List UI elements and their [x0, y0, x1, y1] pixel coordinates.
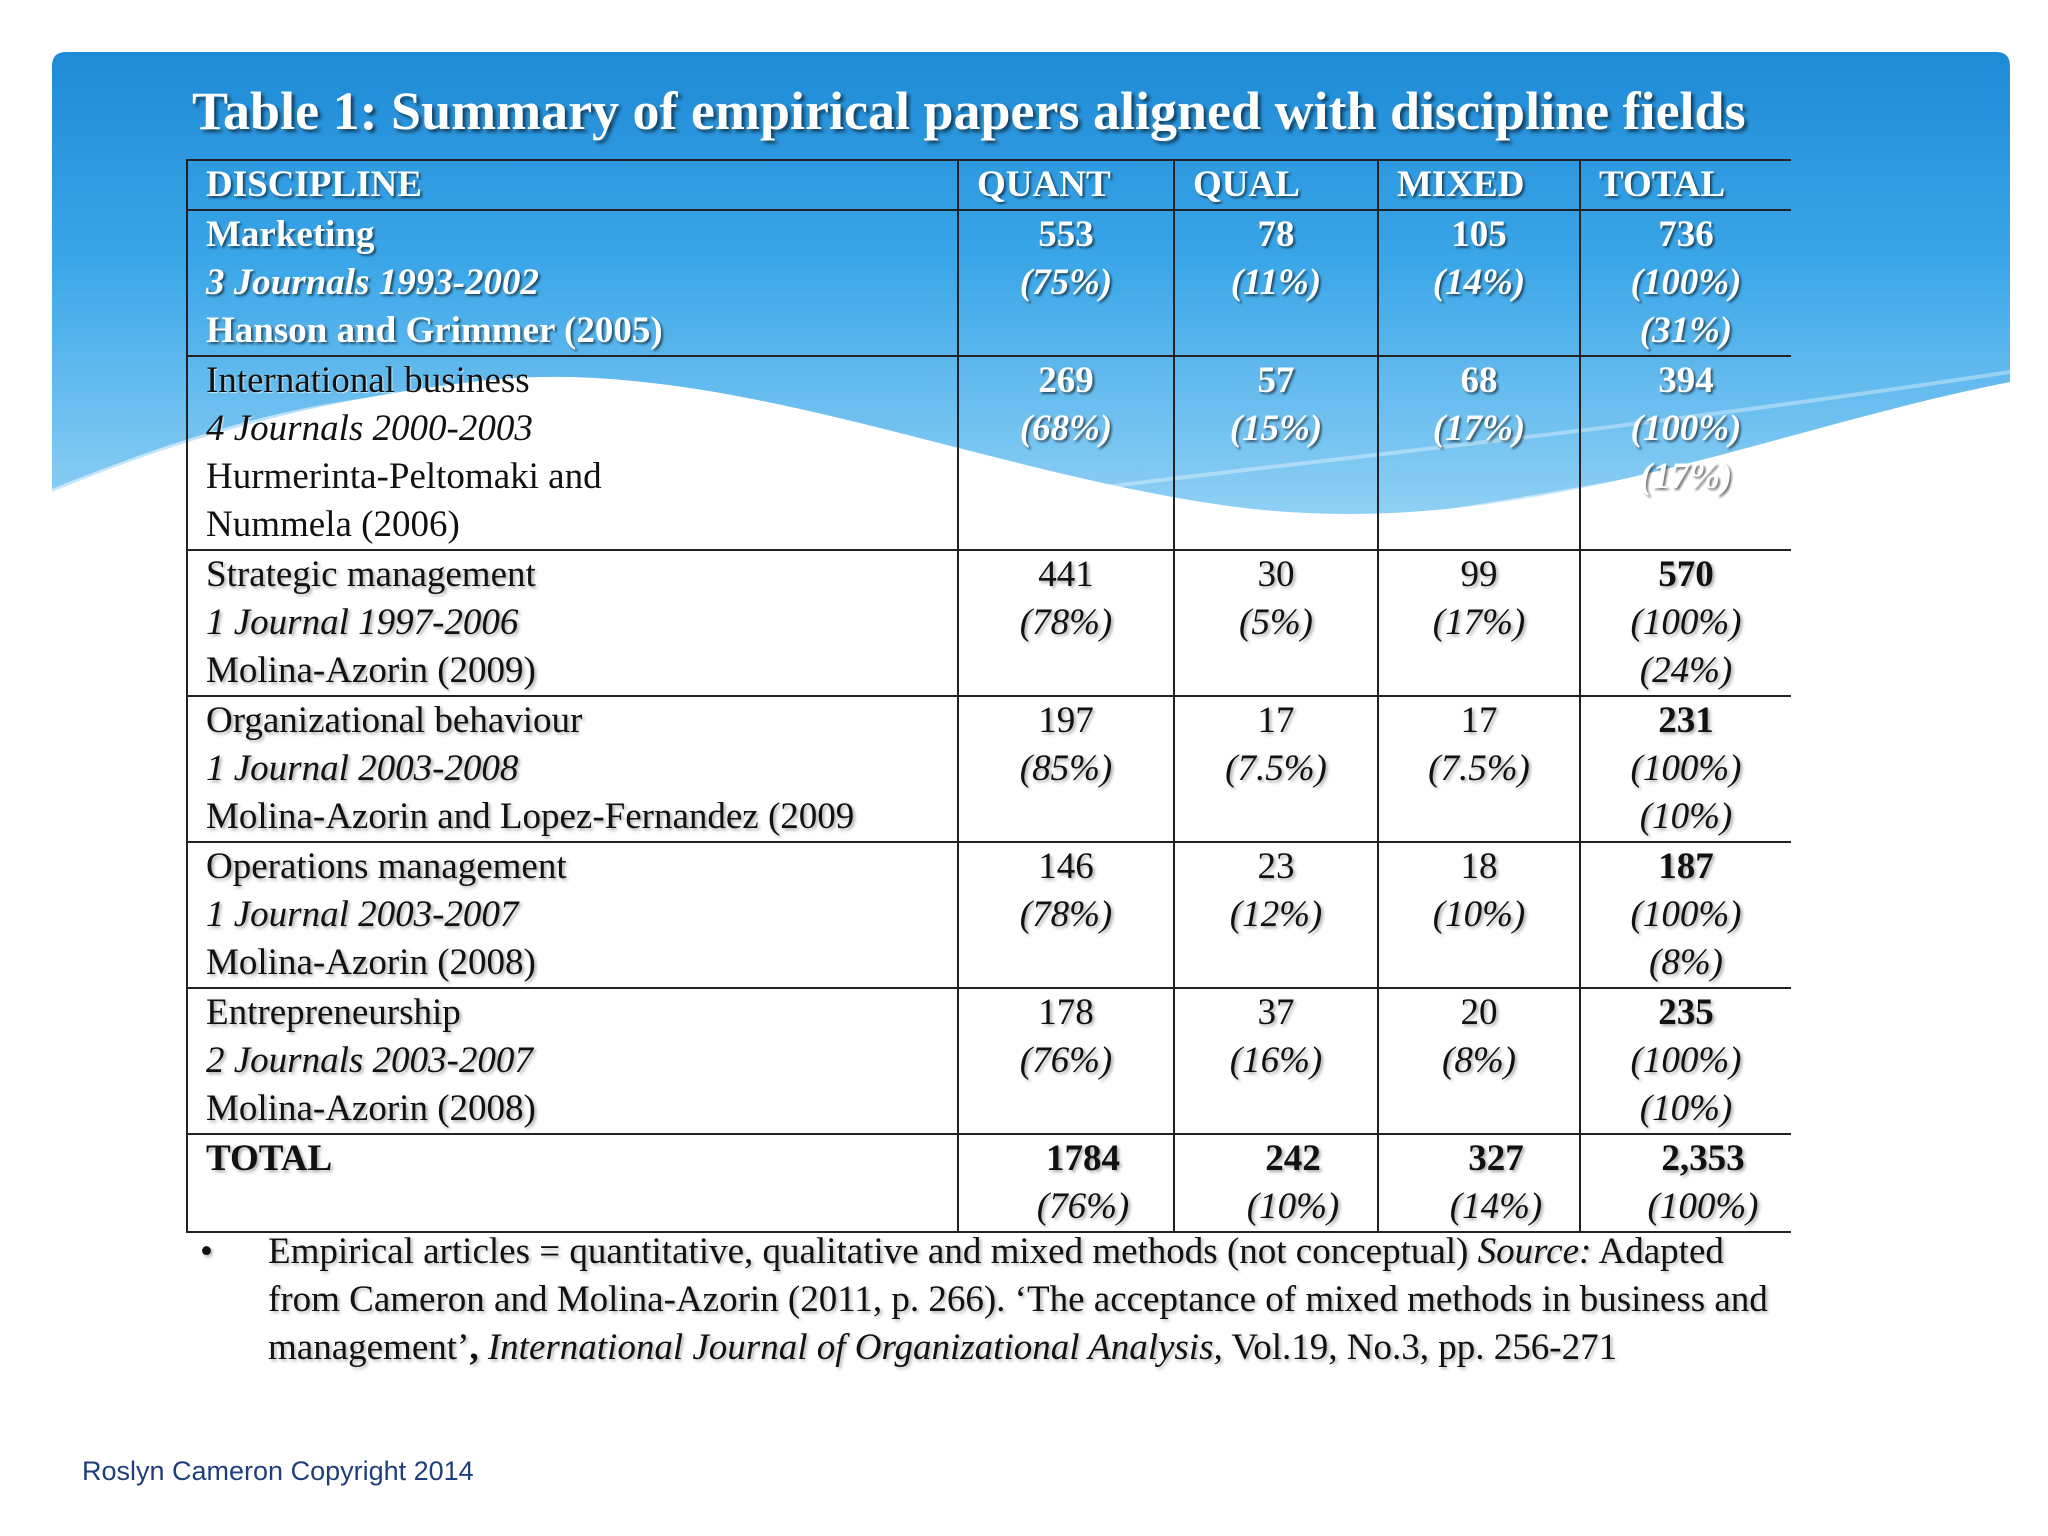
- discipline-name: Marketing: [206, 214, 375, 255]
- quant-percent: (68%): [1019, 408, 1113, 449]
- column-header-qual: QUAL: [1174, 160, 1378, 210]
- quant-value: 197: [1038, 700, 1094, 741]
- quant-cell: [958, 210, 1174, 356]
- footnote: [200, 1228, 1800, 1372]
- mixed-value: 105: [1451, 214, 1507, 255]
- discipline-cell: [187, 550, 958, 696]
- footnote-main: Empirical articles = quantitative, qualitative and mixed methods (not conceptual): [268, 1231, 1478, 1272]
- mixed-cell: [1378, 1134, 1580, 1232]
- qual-percent: (5%): [1239, 602, 1313, 643]
- discipline-cell: [187, 842, 958, 988]
- source-text: Hurmerinta-Peltomaki and: [206, 456, 602, 497]
- quant-cell: [958, 988, 1174, 1134]
- total-cell: [1580, 210, 1791, 356]
- quant-value: 1784: [1046, 1138, 1120, 1179]
- total-value: 394: [1658, 360, 1714, 401]
- quant-percent: (76%): [1036, 1186, 1130, 1227]
- quant-value: 178: [1038, 992, 1094, 1033]
- column-header-mixed: MIXED: [1378, 160, 1580, 210]
- mixed-value: 68: [1460, 360, 1498, 401]
- total-percent: (100%): [1630, 748, 1742, 789]
- qual-percent: (7.5%): [1225, 748, 1327, 789]
- bullet-icon: •: [200, 1231, 213, 1272]
- summary-table: [186, 159, 1791, 1233]
- qual-value: 37: [1257, 992, 1295, 1033]
- discipline-name: International business: [206, 360, 530, 401]
- source-text: Molina-Azorin and Lopez-Fernandez (2009: [206, 796, 855, 837]
- mixed-cell: [1378, 988, 1580, 1134]
- qual-cell: [1174, 842, 1378, 988]
- mixed-cell: [1378, 210, 1580, 356]
- discipline-name: Organizational behaviour: [206, 700, 583, 741]
- quant-cell: [958, 842, 1174, 988]
- quant-cell: [958, 696, 1174, 842]
- total-cell: [1580, 696, 1791, 842]
- total-percent: (100%): [1647, 1186, 1759, 1227]
- qual-cell: [1174, 1134, 1378, 1232]
- total-share: (8%): [1649, 942, 1723, 983]
- total-cell: [1580, 356, 1791, 550]
- total-value: 187: [1658, 846, 1714, 887]
- mixed-cell: [1378, 550, 1580, 696]
- mixed-value: 20: [1460, 992, 1498, 1033]
- qual-cell: [1174, 356, 1378, 550]
- total-value: 570: [1658, 554, 1714, 595]
- qual-value: 57: [1257, 360, 1295, 401]
- quant-value: 441: [1038, 554, 1094, 595]
- source-label: Source:: [1477, 1231, 1592, 1272]
- table-row: [187, 696, 1791, 842]
- mixed-percent: (7.5%): [1428, 748, 1530, 789]
- column-header-quant: QUANT: [958, 160, 1174, 210]
- table-row: [187, 550, 1791, 696]
- qual-cell: [1174, 988, 1378, 1134]
- qual-percent: (15%): [1229, 408, 1323, 449]
- total-cell: [1580, 842, 1791, 988]
- mixed-percent: (14%): [1432, 262, 1526, 303]
- quant-percent: (78%): [1019, 602, 1113, 643]
- total-percent: (100%): [1630, 408, 1742, 449]
- total-value: 231: [1658, 700, 1714, 741]
- table-row: [187, 356, 1791, 550]
- mixed-percent: (8%): [1442, 1040, 1516, 1081]
- journals-text: 4 Journals 2000-2003: [206, 408, 533, 449]
- qual-value: 23: [1257, 846, 1295, 887]
- journals-text: 3 Journals 1993-2002: [206, 262, 540, 303]
- quant-value: 269: [1038, 360, 1094, 401]
- copyright-text: Roslyn Cameron Copyright 2014: [82, 1456, 474, 1486]
- quant-value: 553: [1038, 214, 1094, 255]
- total-row: [187, 1134, 1791, 1232]
- total-value: 2,353: [1661, 1138, 1745, 1179]
- mixed-cell: [1378, 696, 1580, 842]
- mixed-percent: (14%): [1449, 1186, 1543, 1227]
- discipline-cell: [187, 988, 958, 1134]
- footnote-adapted: Adapted from Cameron and Molina-Azorin (2011, p. 266). ‘The acceptance of mixed methods in business and management’: [268, 1231, 1768, 1368]
- qual-cell: [1174, 550, 1378, 696]
- quant-percent: (85%): [1019, 748, 1113, 789]
- quant-cell: [958, 550, 1174, 696]
- mixed-cell: [1378, 842, 1580, 988]
- mixed-cell: [1378, 356, 1580, 550]
- qual-cell: [1174, 210, 1378, 356]
- source-text-continued: Nummela (2006): [206, 504, 460, 545]
- discipline-name: Operations management: [206, 846, 567, 887]
- source-text: Molina-Azorin (2009): [206, 650, 536, 691]
- journals-text: 1 Journal 2003-2007: [206, 894, 519, 935]
- qual-percent: (10%): [1246, 1186, 1340, 1227]
- table-header-row: [187, 160, 1791, 210]
- total-share: (10%): [1639, 796, 1733, 837]
- qual-value: 242: [1265, 1138, 1321, 1179]
- source-text: Molina-Azorin (2008): [206, 942, 536, 983]
- qual-value: 30: [1257, 554, 1295, 595]
- total-label-cell: [187, 1134, 958, 1232]
- discipline-cell: [187, 696, 958, 842]
- total-value: 736: [1658, 214, 1714, 255]
- mixed-value: 17: [1460, 700, 1498, 741]
- journals-text: 2 Journals 2003-2007: [206, 1040, 533, 1081]
- total-share: (10%): [1639, 1088, 1733, 1129]
- table-row: [187, 842, 1791, 988]
- total-cell: [1580, 1134, 1791, 1232]
- total-share: (24%): [1639, 650, 1733, 691]
- source-text: Molina-Azorin (2008): [206, 1088, 536, 1129]
- source-text: Hanson and Grimmer (2005): [206, 310, 663, 351]
- journals-text: 1 Journal 1997-2006: [206, 602, 519, 643]
- discipline-name: Strategic management: [206, 554, 536, 595]
- journal-volume: Vol.19, No.3, pp. 256-271: [1222, 1327, 1618, 1368]
- quant-percent: (75%): [1019, 262, 1113, 303]
- quant-value: 146: [1038, 846, 1094, 887]
- total-share: (17%): [1639, 456, 1733, 497]
- journals-text: 1 Journal 2003-2008: [206, 748, 519, 789]
- total-percent: (100%): [1630, 262, 1742, 303]
- column-header-total: TOTAL: [1580, 160, 1791, 210]
- total-cell: [1580, 988, 1791, 1134]
- total-label: TOTAL: [206, 1138, 333, 1179]
- mixed-value: 99: [1460, 554, 1498, 595]
- qual-percent: (11%): [1230, 262, 1322, 303]
- footnote-comma: ,: [469, 1327, 488, 1368]
- quant-cell: [958, 1134, 1174, 1232]
- qual-value: 17: [1257, 700, 1295, 741]
- discipline-cell: [187, 356, 958, 550]
- total-share: (31%): [1639, 310, 1733, 351]
- quant-percent: (78%): [1019, 894, 1113, 935]
- qual-cell: [1174, 696, 1378, 842]
- footnote-text: [268, 1228, 1800, 1372]
- total-percent: (100%): [1630, 602, 1742, 643]
- table-row: [187, 210, 1791, 356]
- qual-percent: (12%): [1229, 894, 1323, 935]
- journal-name: International Journal of Organizational Analysis,: [487, 1327, 1223, 1368]
- discipline-name: Entrepreneurship: [206, 992, 461, 1033]
- quant-cell: [958, 356, 1174, 550]
- mixed-value: 18: [1460, 846, 1498, 887]
- mixed-value: 327: [1468, 1138, 1524, 1179]
- mixed-percent: (17%): [1432, 602, 1526, 643]
- qual-value: 78: [1257, 214, 1295, 255]
- mixed-percent: (10%): [1432, 894, 1526, 935]
- column-header-discipline: DISCIPLINE: [187, 160, 958, 210]
- qual-percent: (16%): [1229, 1040, 1323, 1081]
- table-row: [187, 988, 1791, 1134]
- total-percent: (100%): [1630, 1040, 1742, 1081]
- total-value: 235: [1658, 992, 1714, 1033]
- total-cell: [1580, 550, 1791, 696]
- slide-title: Table 1: Summary of empirical papers aligned with discipline fields: [192, 81, 1746, 141]
- quant-percent: (76%): [1019, 1040, 1113, 1081]
- discipline-cell: [187, 210, 958, 356]
- total-percent: (100%): [1630, 894, 1742, 935]
- mixed-percent: (17%): [1432, 408, 1526, 449]
